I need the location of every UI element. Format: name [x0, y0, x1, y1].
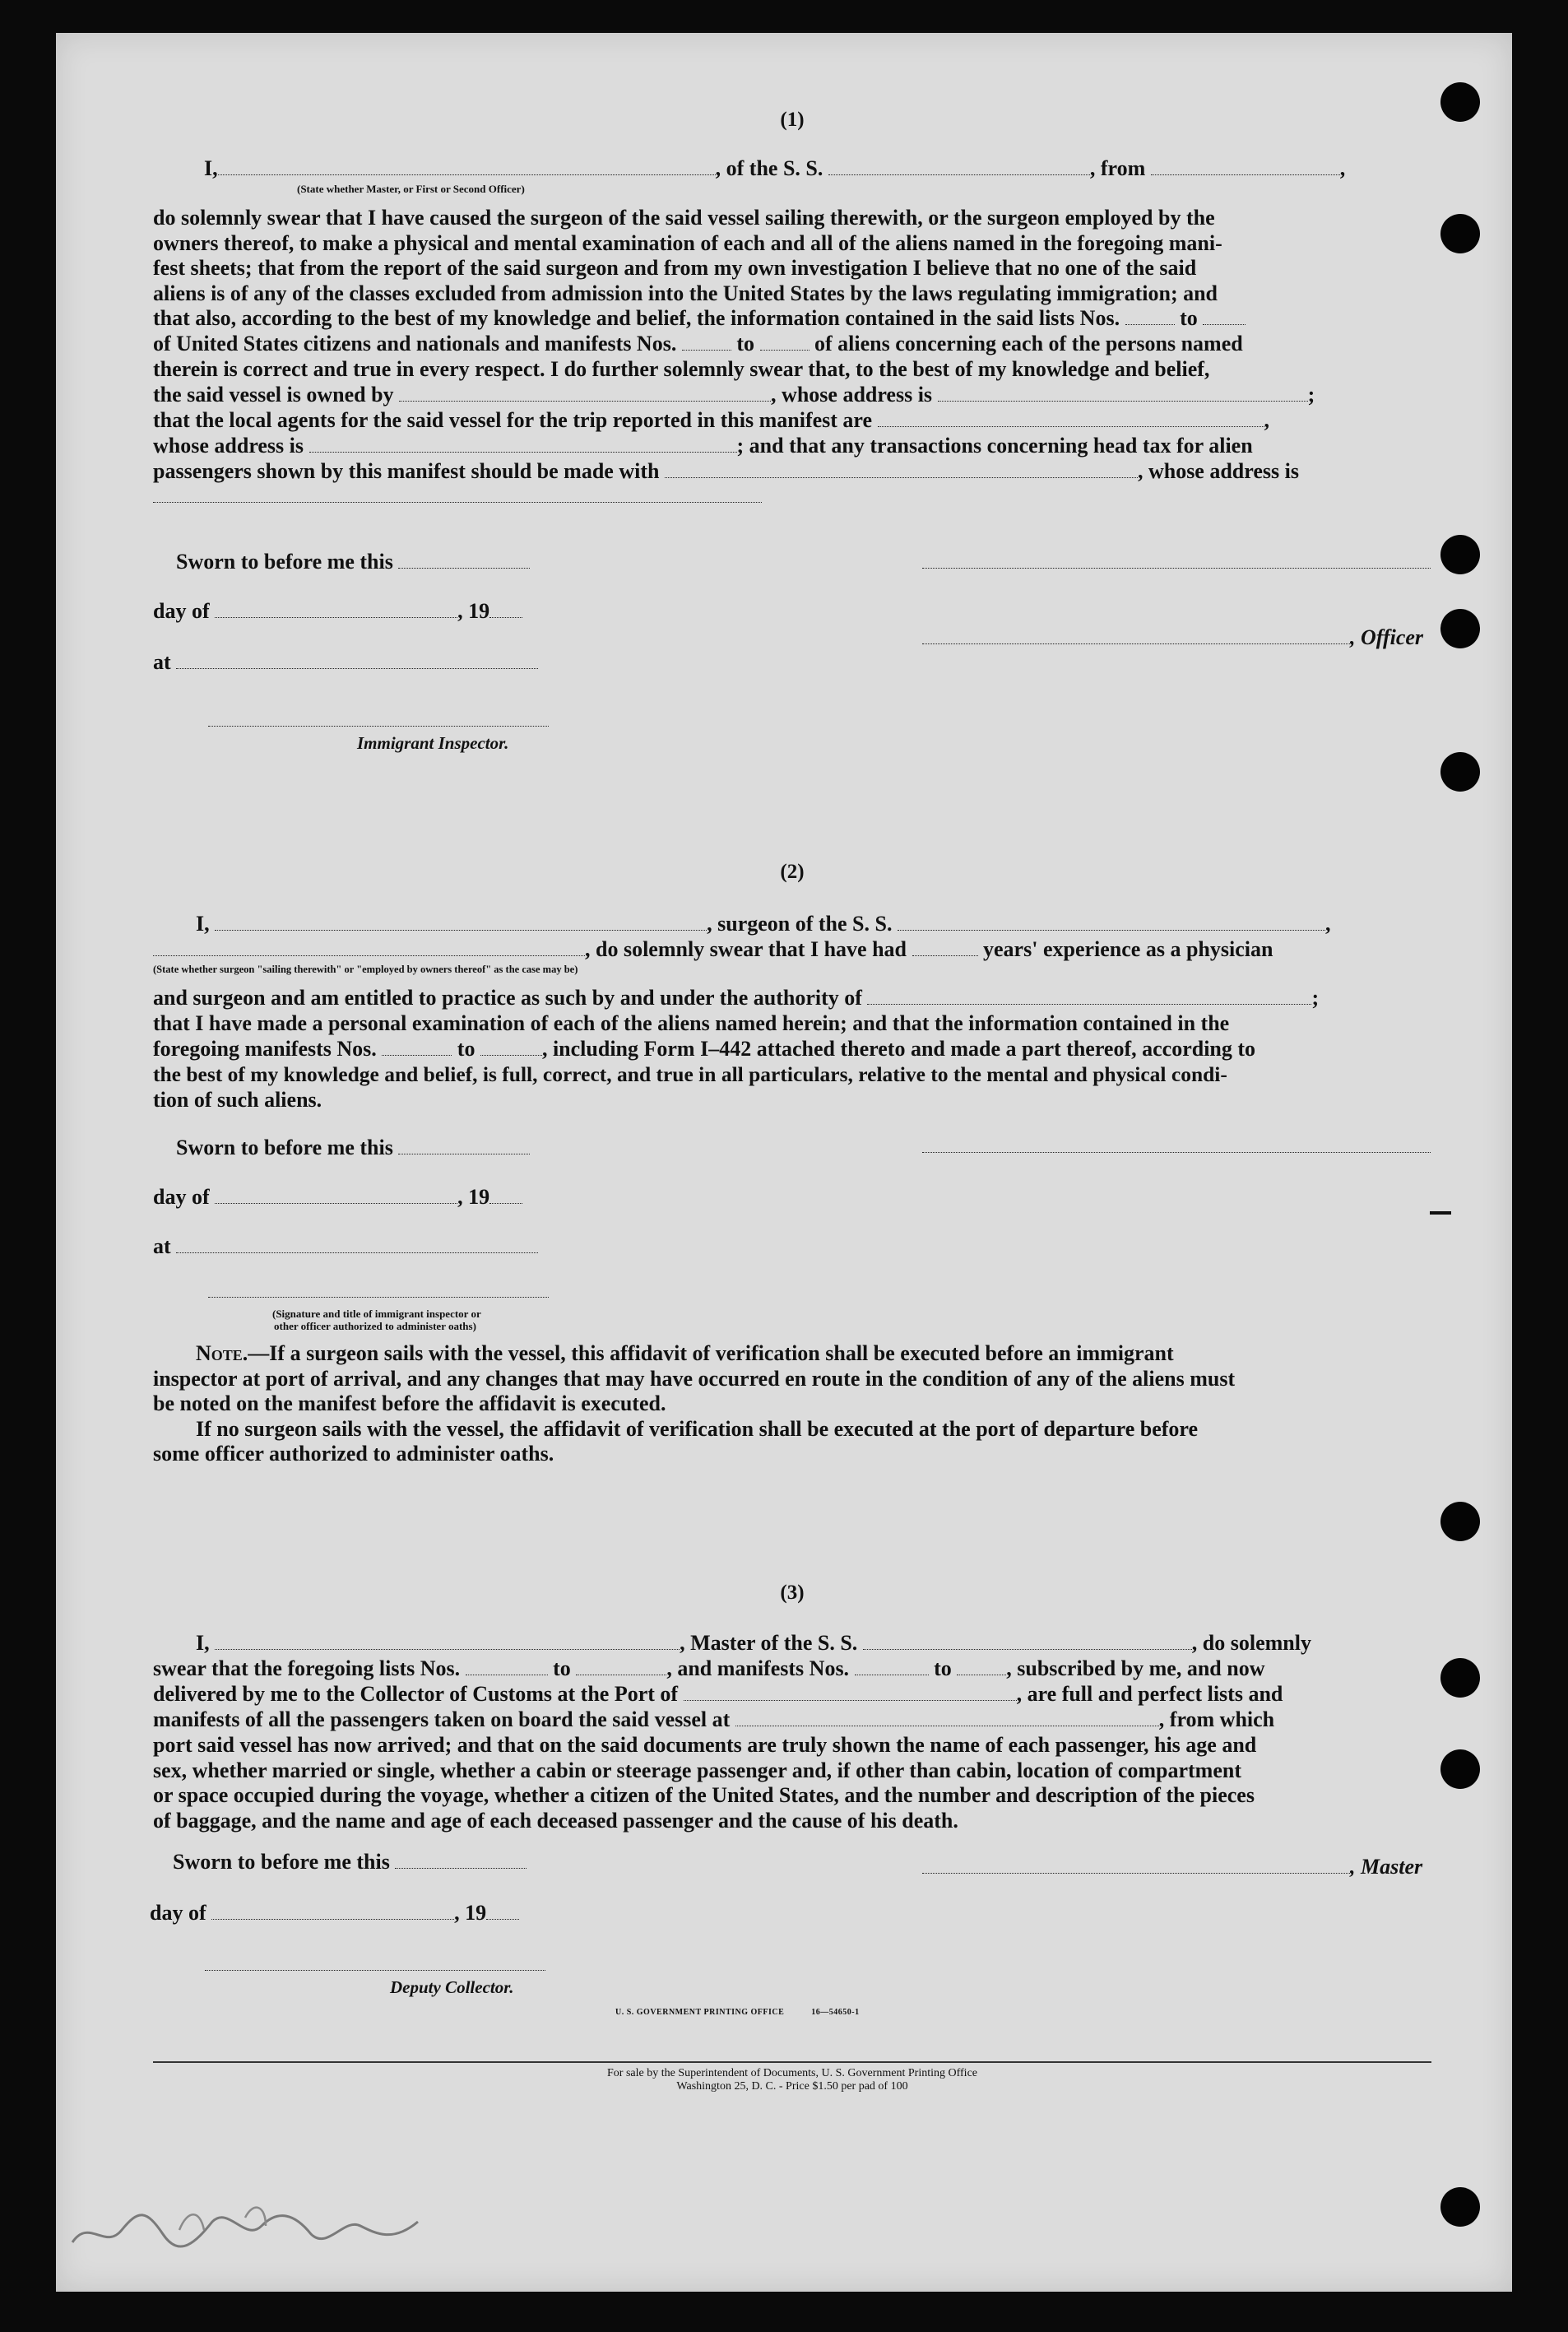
- paragraph-line: sex, whether married or single, whether a cabin or steerage passenger and, if other than cabin, location of compartment: [153, 1758, 1241, 1782]
- section-1-line-1: [153, 156, 1431, 181]
- punctuation: ,: [1264, 408, 1270, 432]
- paragraph-line: do solemnly swear that I have caused the surgeon of the said vessel sailing therewith, or the surgeon employed by the: [153, 206, 1215, 230]
- paragraph-line: manifests of all the passengers taken on board the said vessel at: [153, 1707, 731, 1731]
- surgeon-signature-line[interactable]: [922, 1152, 1431, 1153]
- section-3-line-2: [153, 1656, 1431, 1681]
- officer-signature-line-2[interactable]: [922, 627, 1350, 644]
- paragraph-line: ; and that any transactions concerning head tax for alien: [736, 434, 1253, 458]
- surgeon-caption: (State whether surgeon "sailing therewith" or "employed by owners thereof" as the case may be): [153, 964, 578, 975]
- paragraph-line: , whose address is: [771, 383, 933, 406]
- paragraph-line: , are full and perfect lists and: [1016, 1682, 1283, 1706]
- departure-port-field[interactable]: [1151, 158, 1340, 175]
- caption-line: (Signature and title of immigrant inspector or: [272, 1308, 481, 1320]
- footer-note: [153, 2067, 1431, 2093]
- section-1-line-agents: [153, 408, 1431, 433]
- section-1-line-manifests: [153, 332, 1431, 356]
- section-3-number: (3): [780, 1582, 805, 1604]
- head-tax-address-field[interactable]: [153, 502, 762, 503]
- section-3-line-1: [153, 1631, 1431, 1656]
- section-1-body: [153, 206, 1431, 306]
- collector-caption: Deputy Collector.: [390, 1977, 514, 1997]
- form-page: [56, 33, 1512, 2292]
- binder-hole: [1440, 609, 1480, 648]
- section-1-number: (1): [780, 109, 805, 131]
- manifests-from-field[interactable]: [855, 1658, 929, 1675]
- footer-divider: [153, 2061, 1431, 2063]
- sworn-1: [153, 550, 1431, 574]
- punctuation: ,: [1339, 156, 1346, 180]
- note-paragraph: [153, 1341, 1431, 1467]
- paragraph-line: , do solemnly swear that I have had: [585, 937, 907, 961]
- at-1: [153, 650, 1431, 675]
- binder-hole: [1440, 1658, 1480, 1698]
- binder-hole: [1440, 82, 1480, 122]
- at-2: [153, 1234, 1431, 1259]
- master-signature: [922, 1855, 1431, 1879]
- section-1-line-head-tax: [153, 459, 1431, 484]
- section-2-line-4: that I have made a personal examination of each of the aliens named herein; and that the information contained in the: [153, 1011, 1230, 1035]
- at-label: at: [153, 650, 171, 674]
- lists-to-field[interactable]: [1203, 308, 1246, 325]
- paragraph-line: some officer authorized to administer oaths.: [153, 1442, 554, 1466]
- binder-hole: [1440, 752, 1480, 792]
- binder-hole: [1440, 214, 1480, 253]
- year-field[interactable]: [486, 1902, 519, 1920]
- paragraph-line: , from which: [1158, 1707, 1275, 1731]
- paragraph-line: delivered by me to the Collector of Customs at the Port of: [153, 1682, 679, 1706]
- gpo-imprint: [615, 2008, 860, 2017]
- note-label: Note.: [196, 1341, 248, 1365]
- embarkation-port-field[interactable]: [735, 1709, 1159, 1726]
- punctuation: ,: [1324, 912, 1331, 936]
- authority-field[interactable]: [867, 987, 1311, 1005]
- section-3-line-3: [153, 1682, 1431, 1707]
- paragraph-line: be noted on the manifest before the affidavit is executed.: [153, 1391, 666, 1415]
- officer-signature-line-1[interactable]: [922, 568, 1431, 569]
- paragraph-line: of aliens concerning each of the persons named: [814, 332, 1243, 355]
- section-3-line-4: [153, 1707, 1431, 1732]
- paragraph-line: port said vessel has now arrived; and that on the said documents are truly shown the name of each passenger, his age and: [153, 1733, 1257, 1757]
- paragraph-line: of baggage, and the name and age of each deceased passenger and the cause of his death.: [153, 1808, 958, 1833]
- officer-caption: (State whether Master, or First or Second Officer): [297, 183, 525, 195]
- year-label: , 19: [454, 1901, 487, 1925]
- at-place-field[interactable]: [176, 652, 538, 669]
- sworn-day-field[interactable]: [395, 1851, 527, 1869]
- binder-hole: [1440, 2187, 1480, 2227]
- vessel-name-field[interactable]: [828, 158, 1090, 175]
- punctuation: ;: [1311, 986, 1320, 1010]
- witness-caption: [272, 1308, 481, 1332]
- year-label: , 19: [457, 599, 490, 623]
- manifests-to-field[interactable]: [760, 333, 810, 351]
- section-1-line-agent-address: [153, 434, 1431, 458]
- section-2-line-2: [153, 937, 1431, 962]
- master-signature-line[interactable]: [922, 1856, 1350, 1874]
- agent-address-field[interactable]: [309, 435, 737, 453]
- head-tax-agent-field[interactable]: [665, 461, 1138, 478]
- paragraph-line: fest sheets; that from the report of the said surgeon and from my own investigation I believe that no one of the said: [153, 256, 1197, 280]
- section-2-line-7: tion of such aliens.: [153, 1088, 322, 1112]
- month-field[interactable]: [215, 1187, 457, 1204]
- inspector-caption: Immigrant Inspector.: [357, 733, 509, 753]
- sworn-day-field[interactable]: [398, 551, 530, 569]
- paragraph-line: , including Form I–442 attached thereto and made a part thereof, according to: [541, 1037, 1256, 1061]
- sworn-label: Sworn to before me this: [176, 550, 393, 574]
- handwritten-signature: [56, 2185, 467, 2259]
- day-of-2: [153, 1185, 1431, 1210]
- paragraph-line: or space occupied during the voyage, whether a citizen of the United States, and the number and description of the pieces: [153, 1783, 1255, 1807]
- section-2-line-3: [153, 986, 1431, 1010]
- gpo-label: U. S. GOVERNMENT PRINTING OFFICE: [615, 2008, 785, 2017]
- note-line-1: [153, 1341, 1431, 1367]
- label-to: to: [457, 1037, 476, 1061]
- month-field[interactable]: [211, 1902, 454, 1920]
- binder-hole: [1440, 535, 1480, 574]
- label-to: to: [934, 1656, 952, 1680]
- officer-signature-1: [922, 625, 1431, 650]
- inspector-signature-line[interactable]: [208, 726, 549, 727]
- paragraph-line: foregoing manifests Nos.: [153, 1037, 377, 1061]
- paragraph-line: , Master of the S. S.: [680, 1631, 858, 1655]
- binder-hole: [1440, 1749, 1480, 1789]
- paragraph-line: , whose address is: [1137, 459, 1299, 483]
- section-2-number: (2): [780, 861, 805, 883]
- label-to: to: [736, 332, 754, 355]
- paragraph-line: , and manifests Nos.: [666, 1656, 850, 1680]
- day-of-label: day of: [150, 1901, 206, 1925]
- collector-signature-line[interactable]: [205, 1970, 545, 1971]
- label-to: to: [553, 1656, 571, 1680]
- master-label: , Master: [1350, 1855, 1423, 1879]
- day-of-label: day of: [153, 1185, 210, 1209]
- paragraph-line: that the local agents for the said vessel for the trip reported in this manifest are: [153, 408, 873, 432]
- officer-label: , Officer: [1350, 625, 1424, 649]
- paragraph-line: aliens is of any of the classes excluded from admission into the United States by the laws regulating immigration; and: [153, 281, 1218, 305]
- manifests-to-field[interactable]: [480, 1038, 542, 1056]
- paragraph-line: inspector at port of arrival, and any changes that may have occurred en route in the condition of any of the aliens must: [153, 1366, 1236, 1391]
- month-field[interactable]: [215, 601, 457, 618]
- year-label: , 19: [457, 1185, 490, 1209]
- footer-line: For sale by the Superintendent of Documents, U. S. Government Printing Office: [607, 2067, 977, 2079]
- agents-field[interactable]: [878, 410, 1264, 427]
- day-of-label: day of: [153, 599, 210, 623]
- paragraph-line: and surgeon and am entitled to practice as such by and under the authority of: [153, 986, 862, 1010]
- surgeon-name-field[interactable]: [215, 913, 707, 931]
- day-of-3: [150, 1901, 1431, 1926]
- label-to: to: [1180, 306, 1198, 330]
- sworn-label: Sworn to before me this: [173, 1850, 390, 1874]
- section-3-body: [153, 1733, 1431, 1833]
- label-from: , from: [1089, 156, 1146, 180]
- lists-from-field[interactable]: [1125, 308, 1175, 325]
- section-2-line-5: [153, 1037, 1431, 1061]
- paragraph-line: years' experience as a physician: [983, 937, 1273, 961]
- paragraph-line: owners thereof, to make a physical and mental examination of each and all of the aliens named in the foregoing mani-: [153, 230, 1222, 255]
- paragraph-line: If no surgeon sails with the vessel, the affidavit of verification shall be executed at the port of departure before: [196, 1416, 1199, 1441]
- officer-name-field[interactable]: [218, 158, 716, 175]
- paragraph-line: the said vessel is owned by: [153, 383, 394, 406]
- label-of-ss: , of the S. S.: [715, 156, 823, 180]
- surgeon-type-field[interactable]: [153, 939, 585, 956]
- master-vessel-field[interactable]: [863, 1633, 1192, 1650]
- sworn-2: [153, 1136, 1431, 1160]
- paragraph-line: , do solemnly: [1191, 1631, 1311, 1655]
- label-i: I,: [196, 912, 210, 936]
- footer-line: Washington 25, D. C. - Price $1.50 per pad of 100: [676, 2080, 908, 2093]
- paragraph-line: —If a surgeon sails with the vessel, this affidavit of verification shall be executed before an immigrant: [248, 1341, 1174, 1365]
- year-field[interactable]: [489, 601, 522, 618]
- lists-to-field[interactable]: [576, 1658, 666, 1675]
- manifests-from-field[interactable]: [382, 1038, 452, 1056]
- paragraph-line: that also, according to the best of my knowledge and belief, the information contained in the said lists Nos.: [153, 306, 1120, 330]
- binder-hole: [1440, 1502, 1480, 1541]
- paragraph-line: whose address is: [153, 434, 304, 458]
- surgeon-vessel-field[interactable]: [898, 913, 1325, 931]
- punctuation: ;: [1307, 383, 1315, 406]
- label-i: I,: [196, 1631, 210, 1655]
- sworn-label: Sworn to before me this: [176, 1136, 393, 1159]
- form-number: 16—54650-1: [811, 2008, 860, 2017]
- witness-signature-line[interactable]: [208, 1297, 549, 1298]
- paragraph-line: passengers shown by this manifest should be made with: [153, 459, 660, 483]
- port-field[interactable]: [684, 1684, 1017, 1701]
- section-2-line-6: the best of my knowledge and belief, is full, correct, and true in all particulars, relative to the mental and physical condi-: [153, 1062, 1227, 1086]
- margin-mark: [1430, 1211, 1451, 1215]
- year-field[interactable]: [489, 1187, 522, 1204]
- day-of-1: [153, 599, 1431, 624]
- at-place-field[interactable]: [176, 1236, 538, 1253]
- paragraph-line: , surgeon of the S. S.: [707, 912, 893, 936]
- lists-from-field[interactable]: [466, 1658, 548, 1675]
- master-name-field[interactable]: [215, 1633, 680, 1650]
- manifests-from-field[interactable]: [682, 333, 731, 351]
- manifests-to-field[interactable]: [957, 1658, 1006, 1675]
- owner-address-field[interactable]: [938, 384, 1308, 402]
- paragraph-line: , subscribed by me, and now: [1006, 1656, 1265, 1680]
- years-experience-field[interactable]: [912, 939, 978, 956]
- section-1-line-7: therein is correct and true in every respect. I do further solemnly swear that, to the best of my knowledge and belief,: [153, 357, 1210, 381]
- owner-field[interactable]: [399, 384, 771, 402]
- sworn-day-field[interactable]: [398, 1137, 530, 1154]
- section-1-line-lists: [153, 306, 1431, 331]
- at-label: at: [153, 1234, 171, 1258]
- section-1-line-owner: [153, 383, 1431, 407]
- paragraph-line: of United States citizens and nationals and manifests Nos.: [153, 332, 677, 355]
- label-i: I,: [204, 156, 218, 180]
- section-2-line-1: [153, 912, 1431, 936]
- paragraph-line: swear that the foregoing lists Nos.: [153, 1656, 461, 1680]
- caption-line: other officer authorized to administer oaths): [274, 1320, 476, 1332]
